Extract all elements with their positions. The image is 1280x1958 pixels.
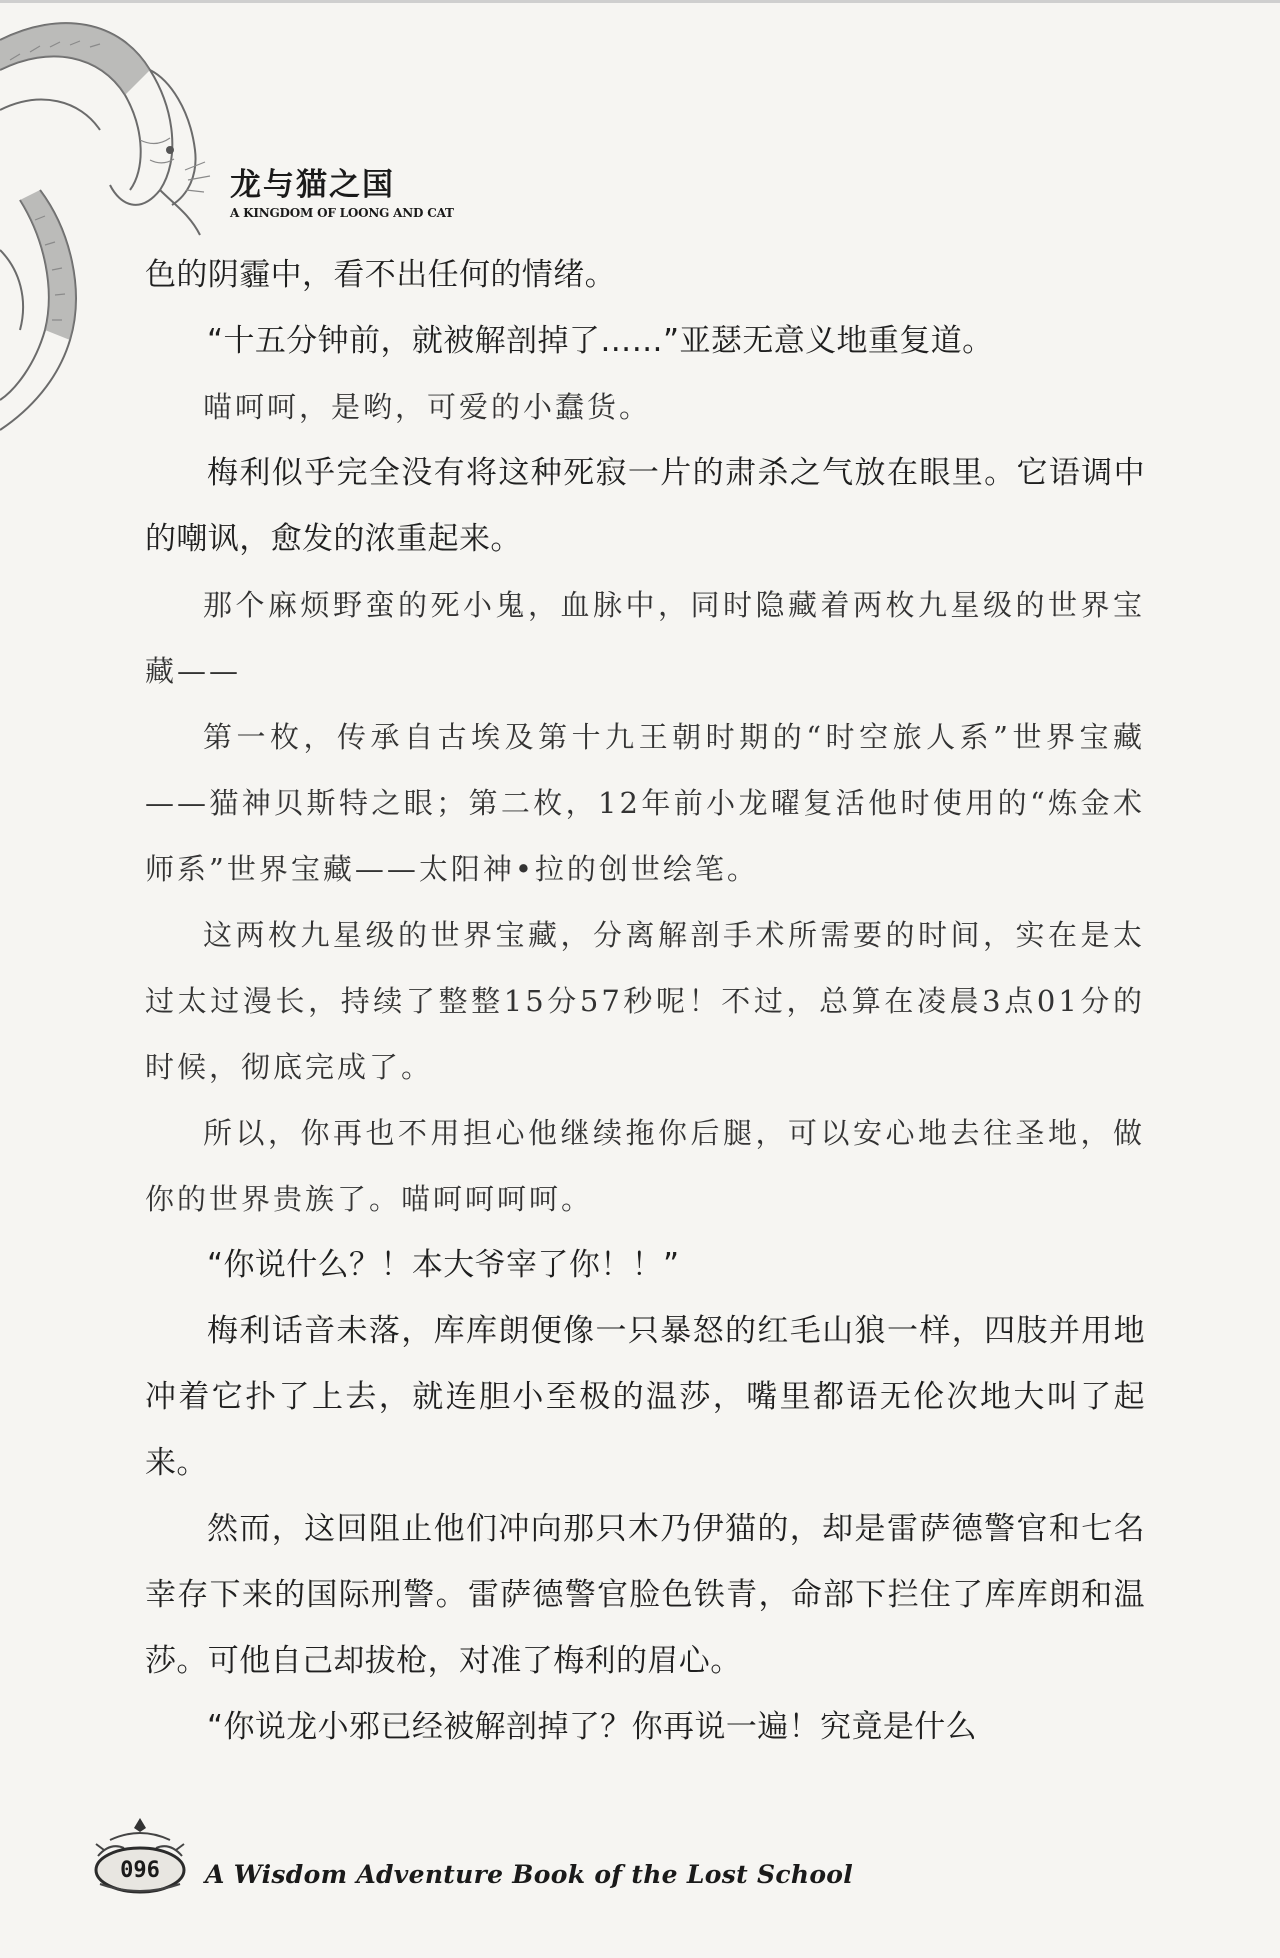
paragraph: 这两枚九星级的世界宝藏，分离解剖手术所需要的时间，实在是太过太过漫长，持续了整整15分57秒呢！不过，总算在凌晨3点01分的时候，彻底完成了。 xyxy=(145,918,1145,1084)
paragraph: 然而，这回阻止他们冲向那只木乃伊猫的，却是雷萨德警官和七名幸存下来的国际刑警。雷萨德警官脸色铁青，命部下拦住了库库朗和温莎。可他自己却拔枪，对准了梅利的眉心。 xyxy=(145,1511,1145,1679)
paragraph: “你说龙小邪已经被解剖掉了？你再说一遍！究竟是什么 xyxy=(207,1709,978,1745)
book-subtitle: A KINGDOM OF LOONG AND CAT xyxy=(230,206,454,220)
paragraph: 梅利似乎完全没有将这种死寂一片的肃杀之气放在眼里。它语调中的嘲讽，愈发的浓重起来。 xyxy=(145,455,1145,557)
book-title: 龙与猫之国 xyxy=(230,167,395,203)
page-badge-ornament-icon xyxy=(90,1810,190,1900)
series-title: A Wisdom Adventure Book of the Lost School xyxy=(205,1860,854,1889)
paragraph: “你说什么？！本大爷宰了你！！” xyxy=(207,1247,680,1283)
paragraph: 所以，你再也不用担心他继续拖你后腿，可以安心地去往圣地，做你的世界贵族了。喵呵呵呵呵。 xyxy=(145,1116,1145,1216)
paragraph: 喵呵呵，是哟，可爱的小蠢货。 xyxy=(203,390,652,424)
paragraph: “十五分钟前，就被解剖掉了……”亚瑟无意义地重复道。 xyxy=(207,323,994,359)
body-text xyxy=(145,242,1145,1760)
paragraph: 第一枚，传承自古埃及第十九王朝时期的“时空旅人系”世界宝藏——猫神贝斯特之眼；第二枚，12年前小龙曜复活他时使用的“炼金术师系”世界宝藏——太阳神•拉的创世绘笔。 xyxy=(145,720,1145,886)
paragraph: 梅利话音未落，库库朗便像一只暴怒的红毛山狼一样，四肢并用地冲着它扑了上去，就连胆小至极的温莎，嘴里都语无伦次地大叫了起来。 xyxy=(145,1313,1145,1481)
paragraph: 那个麻烦野蛮的死小鬼，血脉中，同时隐藏着两枚九星级的世界宝藏—— xyxy=(145,588,1145,688)
paragraph: 色的阴霾中，看不出任何的情绪。 xyxy=(145,257,616,293)
page-footer xyxy=(90,1810,1190,1900)
page-number: 096 xyxy=(120,1858,160,1883)
book-header xyxy=(230,167,454,220)
